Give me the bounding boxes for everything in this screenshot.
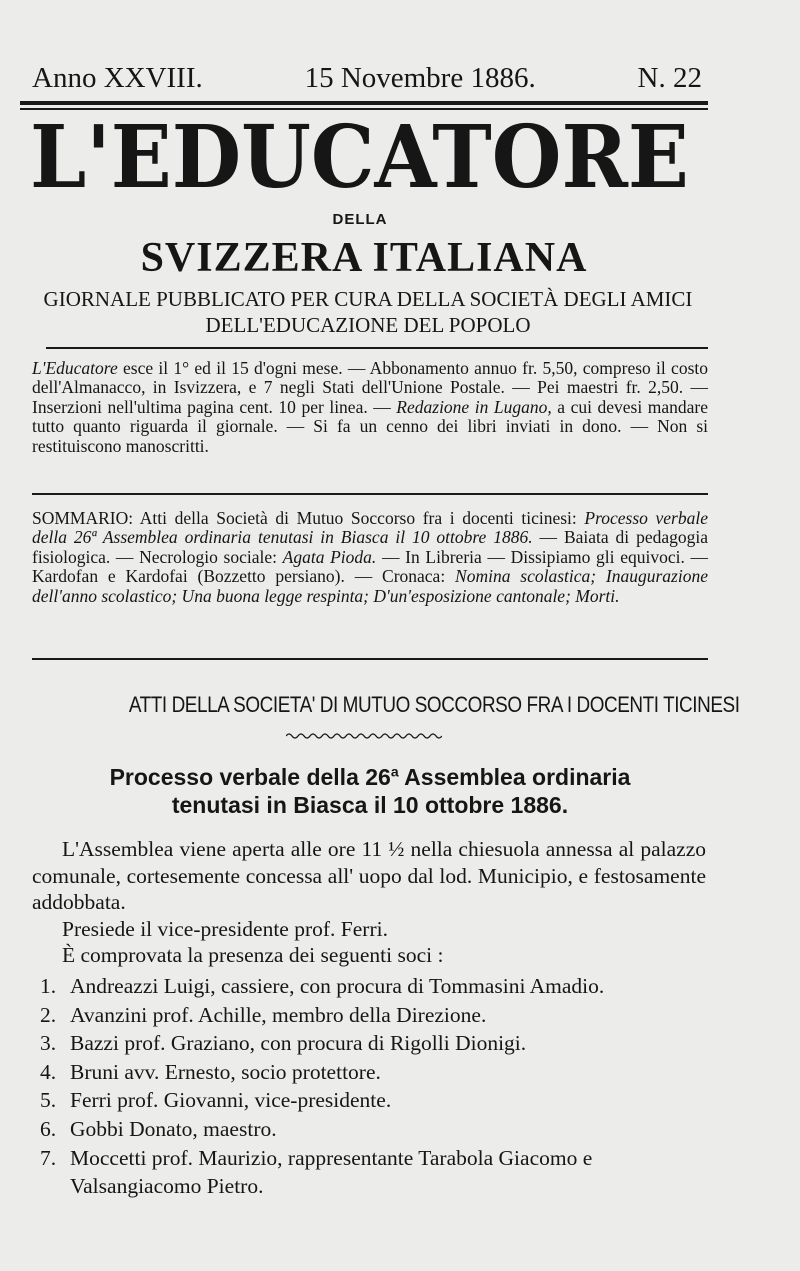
- summary-text-4: Agata Pioda.: [282, 546, 377, 567]
- notice-terms: esce il 1° ed il 15 d'ogni mese. — Abbonamento annuo fr. 5,50, compreso il costo dell'Almanacco, in Isvizzera, e 7 negli Stati dell'Unione Postale. — Pei maestri fr. 2,50. — Inserzioni nell'ultima pagina cent. 10 per linea. —: [32, 358, 708, 417]
- section-rule: [32, 658, 708, 660]
- list-text: Bazzi prof. Graziano, con procura di Rigolli Dionigi.: [70, 1031, 527, 1056]
- notice-journal-name: L'Educatore: [32, 358, 118, 378]
- report-title-line-1: [40, 763, 700, 791]
- section-heading: ATTI DELLA SOCIETA' DI MUTUO SOCCORSO FRA I DOCENTI TICINESI: [128, 692, 740, 717]
- report-title-line-2: tenutasi in Biasca il 10 ottobre 1886.: [171, 792, 569, 818]
- summary-rule: [32, 493, 708, 495]
- list-number: 4.: [40, 1059, 57, 1084]
- list-item: [40, 972, 710, 1001]
- masthead: [32, 62, 702, 95]
- title-connector: DELLA: [332, 211, 388, 228]
- tagline-line-1: GIORNALE PUBBLICATO PER CURA DELLA SOCIETÀ DEGLI AMICI: [43, 287, 693, 311]
- members-list: [40, 972, 710, 1201]
- list-number: 1.: [40, 974, 57, 998]
- list-number: 3.: [40, 1031, 57, 1056]
- list-number: 5.: [40, 1088, 57, 1113]
- notice-editorial: Redazione in Lugano,: [396, 396, 552, 417]
- list-item: [40, 1115, 710, 1144]
- list-number: 6.: [40, 1116, 57, 1141]
- attendance-paragraph: È comprovata la presenza dei seguenti soci :: [62, 943, 444, 967]
- notice-address: a cui devesi mandare tutto quanto riguarda il giornale. — Si fa un cenno dei libri inviati in dono. — Non si restituiscono manoscritti.: [32, 396, 708, 456]
- issue-date: 15 Novembre 1886.: [304, 62, 536, 94]
- summary-text-5: — In Libreria — Dissipiamo gli equivoci. — Kardofan e Kardofai (Bozzetto persiano). — Cronaca:: [32, 546, 709, 587]
- opening-paragraph: L'Assemblea viene aperta alle ore 11 ½ nella chiesuola annessa al palazzo comunale, cortesemente concessa all' uopo dal lod. Municipio, e festosamente addobbata.: [32, 837, 706, 914]
- newspaper-subtitle: SVIZZERA ITALIANA: [140, 235, 588, 281]
- report-title-text-a: Processo verbale della 26: [109, 764, 391, 790]
- list-item: [40, 1086, 710, 1115]
- list-text: Avanzini prof. Achille, membro della Direzione.: [70, 1002, 487, 1027]
- list-text: Gobbi Donato, maestro.: [70, 1116, 277, 1141]
- summary-text-1: : Atti della Società di Mutuo Soccorso fra i docenti ticinesi:: [128, 508, 585, 528]
- report-body: [32, 836, 706, 969]
- issue-number: N. 22: [637, 62, 702, 94]
- list-item: [40, 1058, 710, 1087]
- summary-label: SOMMARIO: [32, 508, 129, 528]
- list-text: Bruni avv. Ernesto, socio protettore.: [70, 1059, 381, 1084]
- list-item: [40, 1029, 710, 1058]
- list-item: [40, 1144, 710, 1201]
- wavy-divider: [286, 732, 442, 740]
- tagline-line-2: DELL'EDUCAZIONE DEL POPOLO: [205, 313, 531, 337]
- chair-paragraph: Presiede il vice-presidente prof. Ferri.: [62, 916, 388, 941]
- list-text: Andreazzi Luigi, cassiere, con procura di Tommasini Amadio.: [70, 974, 605, 998]
- report-title-text-b: Assemblea ordinaria: [398, 764, 631, 790]
- report-title-ordinal: a: [390, 763, 399, 780]
- summary-text-3: — Baiata di pedagogia fisiologica. — Necrologio sociale:: [32, 527, 708, 567]
- summary-text-2: Processo verbale della 26ª Assemblea ordinaria tenutasi in Biasca il 10 ottobre 1886.: [32, 508, 708, 548]
- subscription-notice: [32, 359, 708, 456]
- summary: [32, 509, 708, 606]
- newspaper-title: L'EDUCATORE: [30, 106, 689, 208]
- report-title: [40, 763, 700, 819]
- list-text: Moccetti prof. Maurizio, rappresentante Tarabola Giacomo e Valsangiacomo Pietro.: [70, 1145, 593, 1199]
- list-text: Ferri prof. Giovanni, vice-presidente.: [70, 1088, 392, 1113]
- list-number: 2.: [40, 1002, 57, 1027]
- summary-text-6: Nomina scolastica; Inaugurazione dell'anno scolastico; Una buona legge respinta; D'un'esposizione cantonale; Morti.: [32, 566, 708, 606]
- issue-volume: Anno XXVIII.: [32, 62, 203, 94]
- notice-rule: [46, 347, 708, 349]
- list-item: [40, 1001, 710, 1030]
- list-number: 7.: [40, 1145, 57, 1170]
